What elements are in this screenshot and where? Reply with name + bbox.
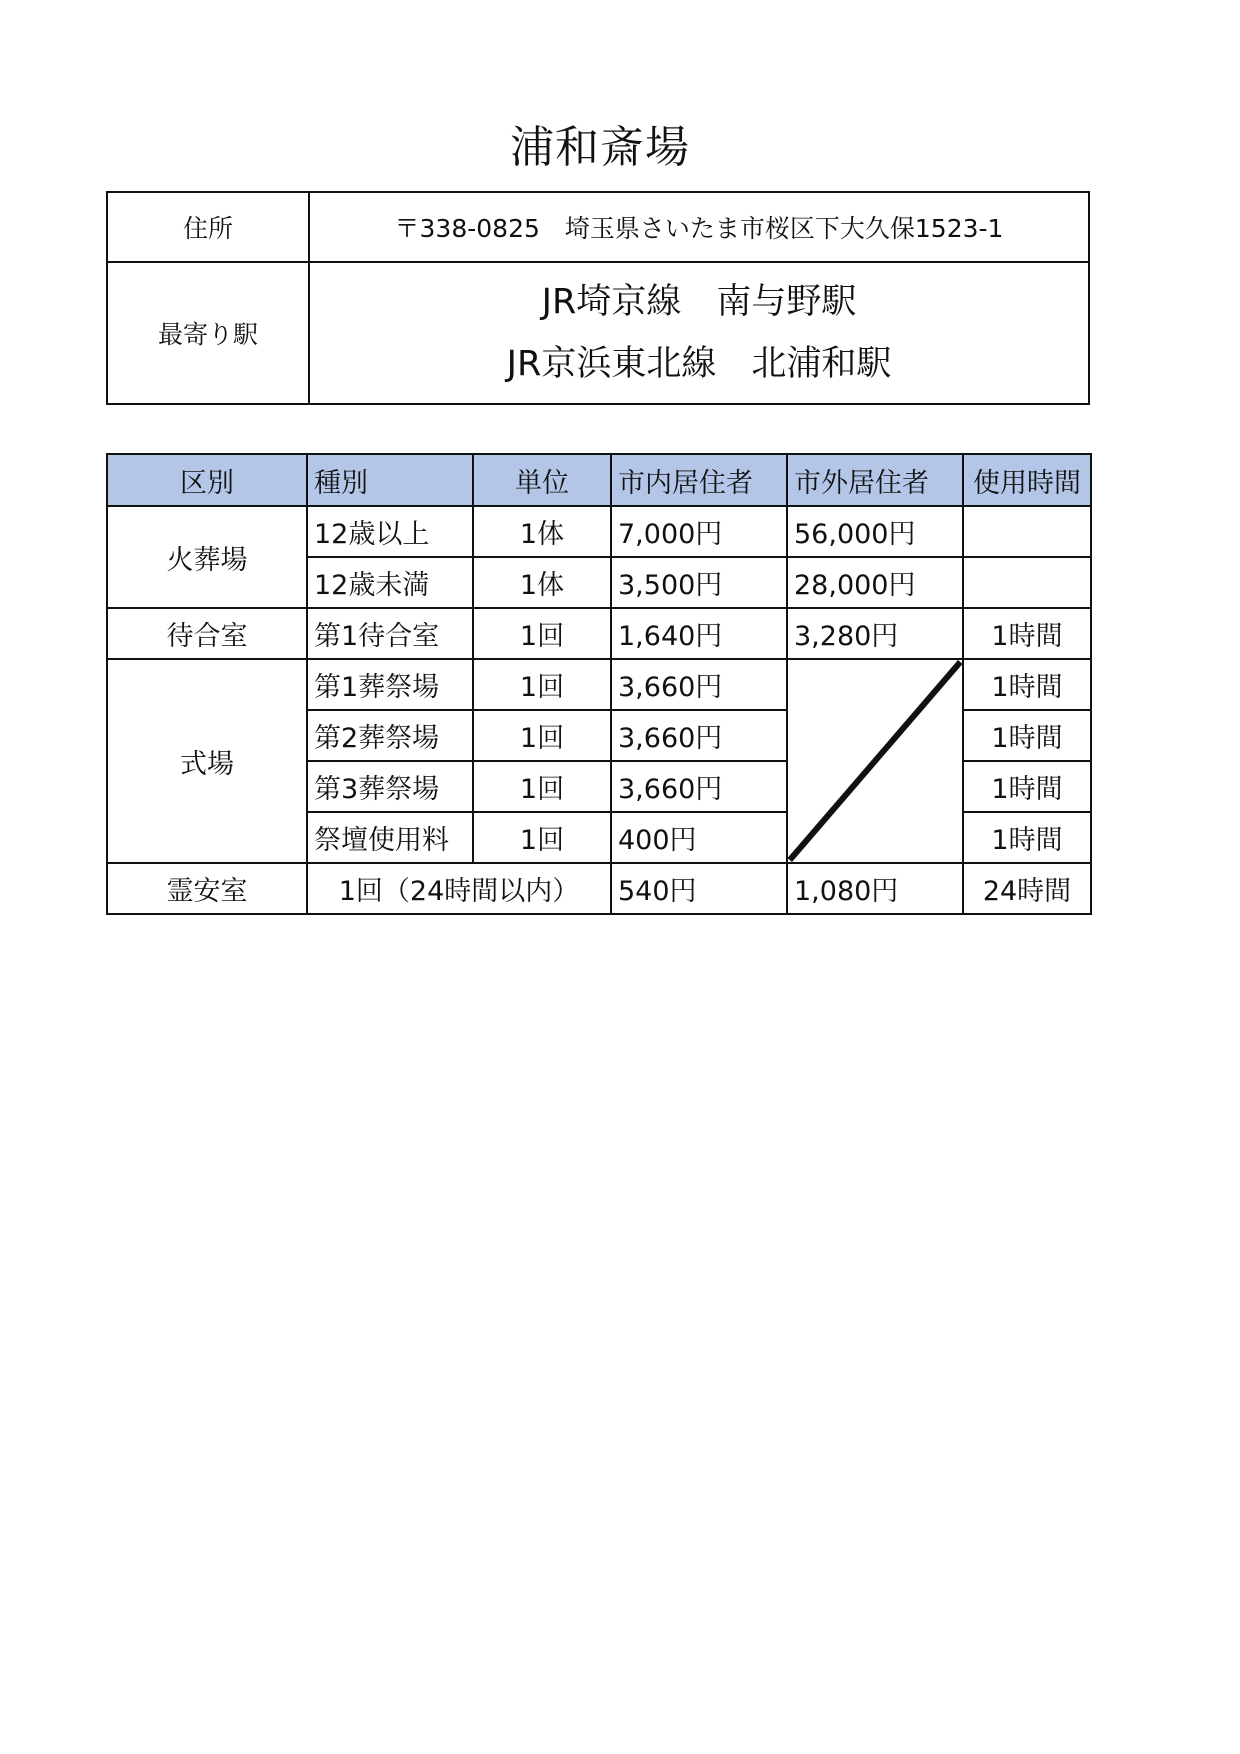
resident-fee-cell: 7,000円 [611,506,787,557]
type-cell: 第1葬祭場 [307,659,473,710]
time-cell: 1時間 [963,710,1091,761]
not-applicable-diagonal-cell [787,659,963,863]
nonresident-fee-cell: 56,000円 [787,506,963,557]
resident-fee-cell: 400円 [611,812,787,863]
type-cell: 祭壇使用料 [307,812,473,863]
station-cell [309,262,1089,404]
station-label: 最寄り駅 [107,262,309,404]
time-cell: 24時間 [963,863,1091,914]
time-cell: 1時間 [963,608,1091,659]
nonresident-fee-cell: 3,280円 [787,608,963,659]
time-cell: 1時間 [963,659,1091,710]
group-cell-ceremony: 式場 [107,659,307,863]
fee-table [106,453,1092,915]
type-cell: 12歳以上 [307,506,473,557]
nonresident-fee-cell: 1,080円 [787,863,963,914]
header-cell: 区別 [107,454,307,506]
unit-cell: 1体 [473,506,611,557]
header-cell: 単位 [473,454,611,506]
address-value: 〒338-0825 埼玉県さいたま市桜区下大久保1523-1 [309,192,1089,262]
header-cell: 市外居住者 [787,454,963,506]
station-line-2: JR京浜東北線 北浦和駅 [506,344,892,384]
table-row [107,608,1091,659]
table-row [107,659,1091,710]
time-cell: 1時間 [963,812,1091,863]
type-cell: 12歳未満 [307,557,473,608]
group-cell-cremation: 火葬場 [107,506,307,608]
address-row [107,192,1089,262]
unit-cell: 1回 [473,710,611,761]
unit-cell: 1体 [473,557,611,608]
diagonal-slash [788,660,962,862]
unit-cell: 1回 [473,659,611,710]
resident-fee-cell: 540円 [611,863,787,914]
station-row [107,262,1089,404]
header-row [107,454,1091,506]
group-cell-waiting: 待合室 [107,608,307,659]
resident-fee-cell: 1,640円 [611,608,787,659]
table-row [107,863,1091,914]
time-cell [963,557,1091,608]
nonresident-fee-cell: 28,000円 [787,557,963,608]
resident-fee-cell: 3,500円 [611,557,787,608]
group-cell-reian: 霊安室 [107,863,307,914]
type-unit-cell: 1回（24時間以内） [307,863,611,914]
type-cell: 第2葬祭場 [307,710,473,761]
address-label: 住所 [107,192,309,262]
table-row [107,506,1091,557]
page-title: 浦和斎場 [510,122,690,173]
type-cell: 第3葬祭場 [307,761,473,812]
header-cell: 種別 [307,454,473,506]
type-cell: 第1待合室 [307,608,473,659]
resident-fee-cell: 3,660円 [611,659,787,710]
header-cell: 市内居住者 [611,454,787,506]
resident-fee-cell: 3,660円 [611,710,787,761]
time-cell: 1時間 [963,761,1091,812]
resident-fee-cell: 3,660円 [611,761,787,812]
unit-cell: 1回 [473,812,611,863]
time-cell [963,506,1091,557]
header-cell: 使用時間 [963,454,1091,506]
station-line-1: JR埼京線 南与野駅 [541,282,857,322]
info-table [106,191,1090,405]
unit-cell: 1回 [473,761,611,812]
unit-cell: 1回 [473,608,611,659]
